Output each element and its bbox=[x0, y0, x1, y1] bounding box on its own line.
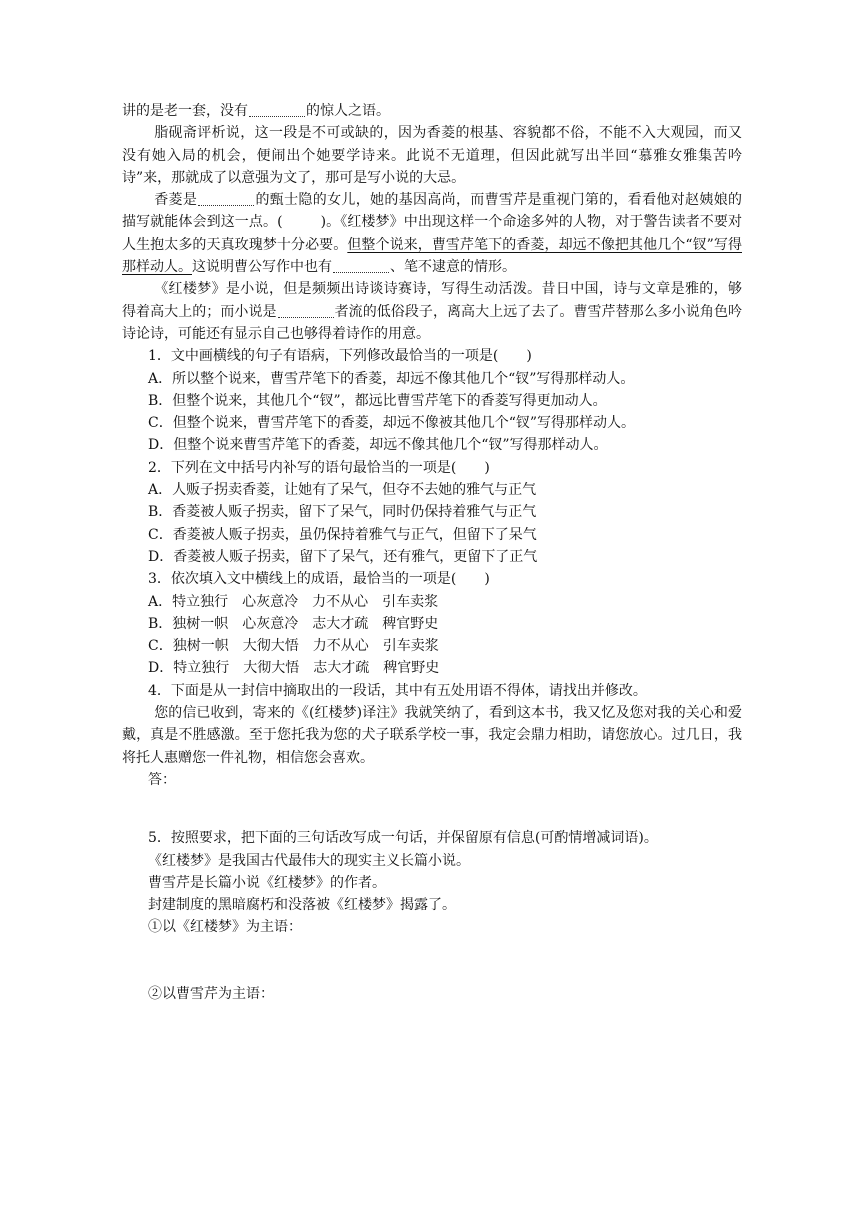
question-1-stem: 1．文中画横线的句子有语病，下列修改最恰当的一项是( ) bbox=[148, 348, 532, 365]
option-label: A． bbox=[148, 593, 173, 610]
answer-space[interactable] bbox=[122, 791, 742, 827]
question-5-sentence-3: 封建制度的黑暗腐朽和没落被《红楼梦》揭露了。 bbox=[148, 897, 456, 914]
option-label: B． bbox=[148, 615, 173, 632]
idiom: 引车卖浆 bbox=[382, 638, 439, 655]
fill-blank[interactable] bbox=[249, 102, 305, 117]
question-5-sub-2: ②以曹雪芹为主语： bbox=[148, 985, 274, 1002]
question-5-sub-1: ①以《红楼梦》为主语： bbox=[148, 919, 302, 936]
idiom: 力不从心 bbox=[312, 638, 369, 655]
question-5-stem: 5．按照要求，把下面的三句话改写成一句话，并保留原有信息(可酌情增减词语)。 bbox=[148, 830, 658, 847]
option-label: C． bbox=[148, 638, 173, 655]
question-2-option-b[interactable]: B．香菱被人贩子拐卖，留下了呆气，同时仍保持着雅气与正气 bbox=[148, 504, 537, 521]
question-4-answer-label: 答： bbox=[148, 771, 176, 788]
question-3-option-c[interactable] bbox=[122, 635, 742, 657]
idiom: 志大才疏 bbox=[313, 660, 370, 677]
question-5-sentence-2: 曹雪芹是长篇小说《红楼梦》的作者。 bbox=[148, 874, 386, 891]
idiom: 大彻大悟 bbox=[242, 638, 299, 655]
question-3-option-b[interactable] bbox=[122, 613, 742, 635]
idiom: 引车卖浆 bbox=[382, 593, 439, 610]
question-4-letter: 您的信已收到，寄来的《(红楼梦)译注》我就笑纳了，看到这本书，我又忆及您对我的关心和爱戴，真是不胜感激。至于您托我为您的犬子联系学校一事，我定会鼎力相助，请您放心。过几日，我将托人惠赠您一件礼物，相信您会喜欢。 bbox=[122, 705, 742, 766]
idiom: 志大才疏 bbox=[312, 615, 369, 632]
question-1-option-c[interactable]: C．但整个说来，曹雪芹笔下的香菱，却远不像被其他几个“钗”写得那样动人。 bbox=[148, 415, 636, 432]
idiom: 特立独行 bbox=[172, 593, 229, 610]
idiom: 心灰意冷 bbox=[242, 615, 299, 632]
fill-blank[interactable] bbox=[278, 303, 334, 318]
text: 的甄士隐的女儿，她的基因高尚，而曹雪芹是重视门第的，看看他对赵姨娘的描写就能体会到这一点。( bbox=[122, 192, 743, 231]
text: 、笔不逮意的情形。 bbox=[390, 259, 516, 276]
question-2-option-d[interactable]: D．香菱被人贩子拐卖，留下了呆气，还有雅气，更留下了正气 bbox=[148, 548, 538, 565]
text: 的惊人之语。 bbox=[306, 103, 390, 119]
question-5-sentence-1: 《红楼梦》是我国古代最伟大的现实主义长篇小说。 bbox=[148, 852, 470, 869]
question-4-stem: 4．下面是从一封信中摘取出的一段话，其中有五处用语不得体，请找出并修改。 bbox=[148, 682, 647, 699]
idiom: 特立独行 bbox=[173, 660, 230, 677]
question-2-option-c[interactable]: C．香菱被人贩子拐卖，虽仍保持着雅气与正气，但留下了呆气 bbox=[148, 526, 537, 543]
idiom: 独树一帜 bbox=[172, 638, 229, 655]
text: 香菱是 bbox=[154, 192, 198, 209]
passage-paragraph-2: 脂砚斋评析说，这一段是不可或缺的，因为香菱的根基、容貌都不俗，不能不入大观园，而又没有她入局的机会，便闹出个她要学诗来。此说不无道理，但因此就写出半回“慕雅女雅集苦吟诗”来，那就成了以意强为文了，那可是写小说的大忌。 bbox=[122, 125, 742, 186]
text: 这说明曹公写作中也有 bbox=[192, 259, 332, 276]
question-2-option-a[interactable]: A．人贩子拐卖香菱，让她有了呆气，但夺不去她的雅气与正气 bbox=[148, 482, 537, 499]
question-3-option-d[interactable] bbox=[122, 657, 742, 679]
document-page bbox=[122, 100, 742, 1005]
idiom: 稗官野史 bbox=[383, 660, 440, 677]
question-1-option-a[interactable]: A．所以整个说来，曹雪芹笔下的香菱，却远不像其他几个“钗”写得那样动人。 bbox=[148, 370, 635, 387]
fill-blank[interactable] bbox=[198, 191, 254, 206]
idiom: 大彻大悟 bbox=[243, 660, 300, 677]
idiom: 心灰意冷 bbox=[242, 593, 299, 610]
text: 讲的是老一套，没有 bbox=[122, 103, 248, 119]
text: )。《红楼梦》中出现这样一个命途多舛的人物，对于警告读者不要对人生抱太多的天真玫瑰梦十分必要。 bbox=[122, 214, 742, 253]
passage-paragraph-1 bbox=[122, 100, 742, 122]
question-3-stem: 3．依次填入文中横线上的成语，最恰当的一项是( ) bbox=[148, 571, 490, 588]
question-1-option-b[interactable]: B．但整个说来，其他几个“钗”，都远比曹雪芹笔下的香菱写得更加动人。 bbox=[148, 392, 607, 409]
idiom: 力不从心 bbox=[312, 593, 369, 610]
idiom: 稗官野史 bbox=[382, 615, 439, 632]
question-3-option-a[interactable] bbox=[122, 591, 742, 613]
underlined-sentence: 但整个说来，曹雪芹笔下的香菱，却远不像把其他几个“钗”写得那样动人。 bbox=[122, 236, 742, 276]
option-label: D． bbox=[148, 660, 174, 677]
text: 《红楼梦》是小说，但是频频出诗谈诗赛诗，写得生动活泼。昔日中国，诗与文章是雅的，够得着高大上的；而小说是 bbox=[122, 281, 742, 320]
passage-paragraph-4 bbox=[122, 278, 742, 345]
answer-space[interactable] bbox=[122, 939, 742, 983]
question-2-stem: 2．下列在文中括号内补写的语句最恰当的一项是( ) bbox=[148, 459, 490, 476]
fill-blank[interactable] bbox=[333, 258, 389, 273]
idiom: 独树一帜 bbox=[172, 615, 229, 632]
question-1-option-d[interactable]: D．但整个说来曹雪芹笔下的香菱，却远不像其他几个“钗”写得那样动人。 bbox=[148, 437, 608, 454]
passage-paragraph-3 bbox=[122, 189, 742, 278]
text: 者流的低俗段子，离高大上远了去了。曹雪芹替那么多小说角色吟诗论诗，可能还有显示自己也够得着诗作的用意。 bbox=[122, 303, 743, 342]
